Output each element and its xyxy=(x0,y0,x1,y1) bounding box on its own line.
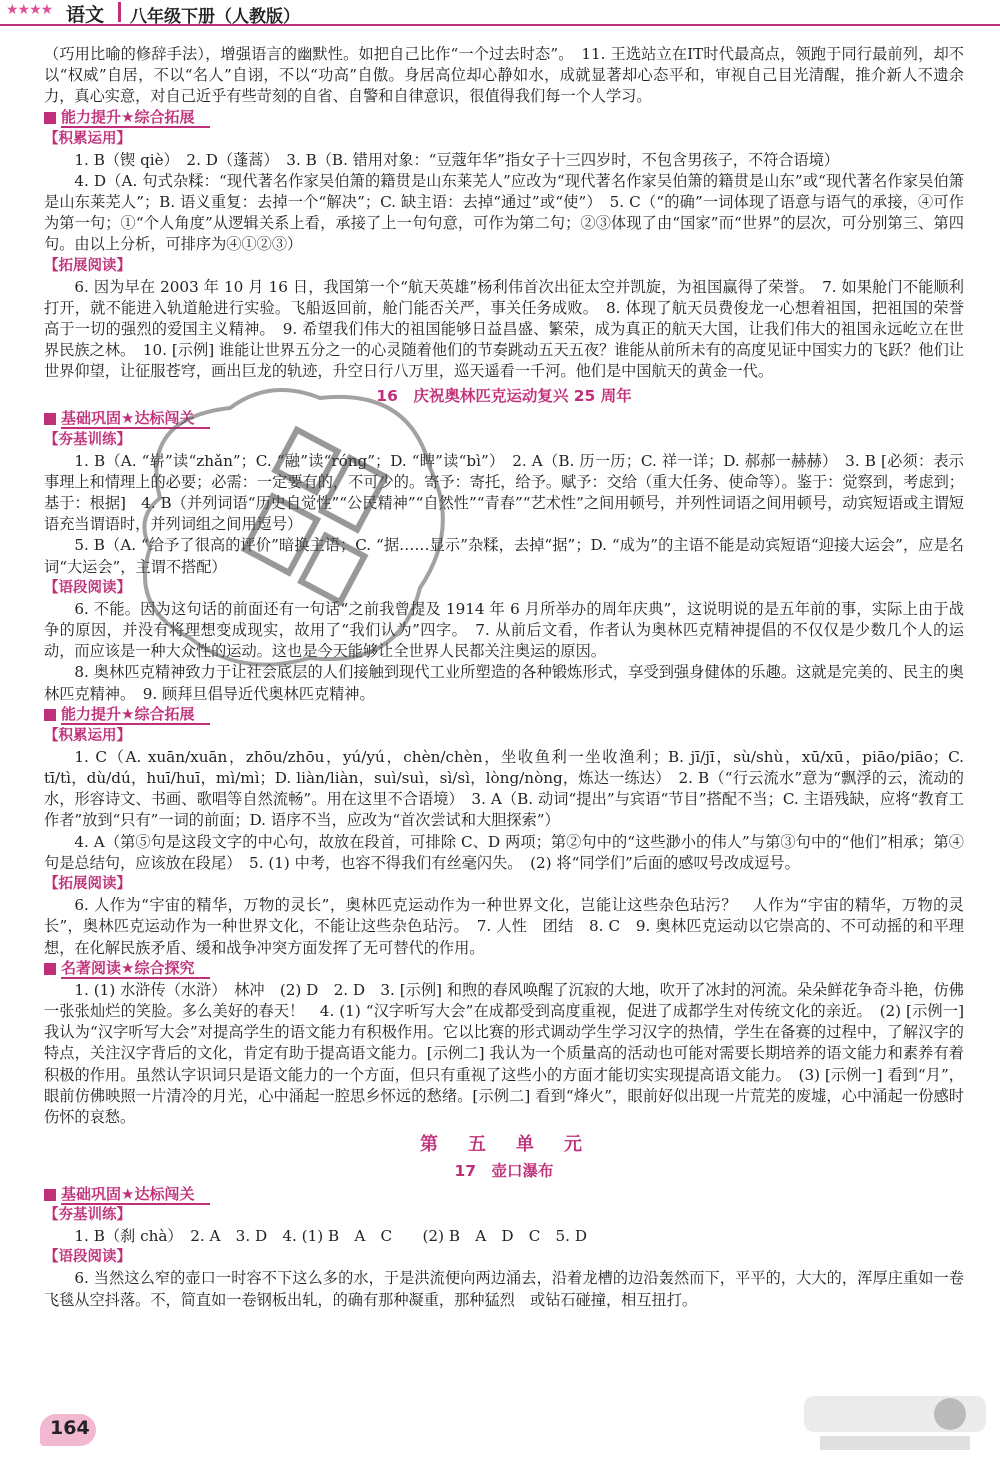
subsection-heading: 【积累运用】 xyxy=(44,727,131,744)
section-heading xyxy=(44,409,964,430)
rating-stars: ★★★★ xyxy=(6,2,53,18)
page-header xyxy=(0,0,1000,26)
section-square-icon xyxy=(44,709,56,721)
section-heading-text: 基础巩固★达标闯关 xyxy=(61,1185,210,1205)
answer-paragraph: 4. D（A. 句式杂糅：“现代著名作家吴伯箫的籍贯是山东莱芜人”应改为“现代著名作家吴伯箫的籍贯是山东”或“现代著名作家吴伯箫是山东莱芜人”；B. 语义重复：去掉一个“解决”；C. 缺主语：去掉“通过”或“使”） 5. C（“的确”一词体现了语意与语气的承接，④可作为第一句；①“个人角度”从逻辑关系上看，承接了上一句句意，可作为第二句；②③体现了由“国家”而“世界”的层次，可分别第三、第四句。由以上分析，可排序为④①②③） xyxy=(44,171,964,254)
section-heading-text: 名著阅读★综合探究 xyxy=(61,959,210,979)
answer-paragraph: 5. B（A. “给予了很高的评价”暗换主语；C. “据……显示”杂糅，去掉“据”；D. “成为”的主语不能是动宾短语“迎接大运会”，应是名词“大运会”，主谓不搭配） xyxy=(44,536,964,576)
section-square-icon xyxy=(44,413,56,425)
section-heading-text: 能力提升★综合拓展 xyxy=(61,705,210,725)
section-square-icon xyxy=(44,963,56,975)
subsection-heading: 【积累运用】 xyxy=(44,130,131,147)
page-number-badge xyxy=(40,1414,96,1446)
answer-paragraph: 1. B（A. “崭”读“zhǎn”；C. “融”读“róng”；D. “睥”读“bì”） 2. A（B. 历一历；C. 祥一详；D. 郝郝一赫赫） 3. B [必须：表示事理上和情理上的必要；必需：一定要有的，不可少的。寄予：寄托，给予。赋予：交给（重大任务、使命等）。鉴于：觉察到，考虑到；基于：根据] 4. B（并列词语“历史自觉性”“公民精神”“自然性”“青春”“艺术性”之间用顿号，并列性词语之间用顿号，动宾短语或主谓短语充当谓语时，并列词组之间用逗号） xyxy=(44,451,964,534)
section-heading xyxy=(44,1184,964,1205)
section-heading xyxy=(44,108,964,129)
subsection-heading: 【语段阅读】 xyxy=(44,1249,131,1266)
corner-watermark xyxy=(800,1392,990,1454)
page-number: 164 xyxy=(50,1417,90,1439)
subsection-heading: 【拓展阅读】 xyxy=(44,876,131,893)
section-square-icon xyxy=(44,112,56,124)
header-divider xyxy=(118,2,121,22)
answer-paragraph: 1. B（刹 chà） 2. A 3. D 4. (1) B A C (2) B A D C 5. D xyxy=(74,1227,588,1246)
answer-paragraph: 6. 不能。因为这句话的前面还有一句话“之前我曾提及 1914 年 6 月所举办的周年庆典”，这说明说的是五年前的事，实际上由于战争的原因，并没有将理想变成现实，故用了“我们认为”四字。 7. 从前后文看，作者认为奥林匹克精神提倡的不仅仅是少数几个人的运动，而应该是一种大众性的运动。这也是今天能够让全世界人民都关注奥运的原因。 xyxy=(44,599,964,661)
answer-paragraph: （巧用比喻的修辞手法），增强语言的幽默性。如把自己比作“一个过去时态”。 11. 王选站立在IT时代最高点，领跑于同行最前列，却不以“权威”自居，不以“名人”自诩，不以“功高”自傲。身居高位却心静如水，成就显著却心态平和，审视自己目光清醒，推介新人不遗余力，真心实意，对自己近乎有些苛刻的自省、自警和自律意识，很值得我们每一个人学习。 xyxy=(44,45,964,106)
answer-content xyxy=(44,44,964,1311)
answer-paragraph: 1. C（A. xuān/xuān，zhōu/zhōu，yú/yú，chèn/chèn，坐收鱼利一坐收渔利；B. jī/jī，sù/shù，xū/xū，piāo/piāo；C. tī/tì，dù/dú，huī/huī，mì/mì；D. liàn/liàn，suì/suì，sì/sì，lòng/nòng，炼达一练达） 2. B（“行云流水”意为“飘浮的云，流动的水，形容诗文、书画、歌唱等自然流畅”。用在这里不合语境） 3. A（B. 动词“提出”与宾语“节目”搭配不当；C. 主语残缺，应将“教育工作者”放到“只有”一词的前面；D. 语序不当，应改为“首次尝试和大胆探索”） xyxy=(44,747,964,830)
section-heading xyxy=(44,959,964,980)
subsection-heading: 【夯基训练】 xyxy=(44,431,131,448)
section-heading xyxy=(44,705,964,726)
answer-paragraph: 4. A（第⑤句是这段文字的中心句，故放在段首，可排除 C、D 两项；第②句中的“这些渺小的伟人”与第③句中的“他们”相承；第④句是总结句，应该放在段尾） 5. (1) 中考，也容不得我们有丝毫闪失。 (2) 将“同学们”后面的感叹号改成逗号。 xyxy=(44,832,964,872)
unit-title: 第 五 单 元 xyxy=(420,1134,588,1156)
section-square-icon xyxy=(44,1189,56,1201)
subsection-heading: 【拓展阅读】 xyxy=(44,257,131,274)
answer-paragraph: 6. 人作为“宇宙的精华，万物的灵长”，奥林匹克运动作为一种世界文化，岂能让这些杂色玷污？ 人作为“宇宙的精华，万物的灵长”，奥林匹克运动作为一种世界文化，不能让这些杂色玷污。 7. 人性 团结 8. C 9. 奥林匹克运动以它崇高的、不可动摇的和平理想，在化解民族矛盾、缓和战争冲突方面发挥了无可替代的作用。 xyxy=(44,896,964,957)
section-heading-text: 能力提升★综合拓展 xyxy=(61,108,210,128)
lesson-title: 17 壶口瀑布 xyxy=(454,1162,554,1181)
lesson-title: 16 庆祝奥林匹克运动复兴 25 周年 xyxy=(376,386,632,405)
subject-label: 语文 xyxy=(66,4,105,26)
subsection-heading: 【语段阅读】 xyxy=(44,579,131,596)
answer-paragraph: 6. 因为早在 2003 年 10 月 16 日，我国第一个“航天英雄”杨利伟首次出征太空并凯旋，为祖国赢得了荣誉。 7. 如果舱门不能顺利打开，就不能进入轨道舱进行实验。飞船返回前，舱门能否关严，事关任务成败。 8. 体现了航天员费俊龙一心想着祖国，把祖国的荣誉高于一切的强烈的爱国主义精神。 9. 希望我们伟大的祖国能够日益昌盛、繁荣，成为真正的航天大国，让我们伟大的祖国永远屹立在世界民族之林。 10. [示例] 谁能让世界五分之一的心灵随着他们的节奏跳动五天五夜？谁能从前所未有的高度见证中国实力的飞跃？他们让世界仰望，让征服苍穹，画出巨龙的轨迹，升空日行八万里，巡天遥看一千河。他们是中国航天的黄金一代。 xyxy=(44,277,964,381)
answer-paragraph: 6. 当然这么窄的壶口一时容不下这么多的水，于是洪流便向两边涌去，沿着龙槽的边沿轰然而下，平平的，大大的，浑厚庄重如一卷飞毯从空抖落。不，简直如一卷钢板出轧，的确有那种凝重，那种猛烈 或钻石碰撞，相互扭打。 xyxy=(44,1269,964,1309)
answer-paragraph: 1. B（锲 qiè） 2. D（蓬蒿） 3. B（B. 错用对象：“豆蔻年华”指女子十三四岁时，不包含男孩子，不符合语境） xyxy=(74,150,840,169)
answer-paragraph: 8. 奥林匹克精神致力于让社会底层的人们接触到现代工业所塑造的各种锻炼形式，享受到强身健体的乐趣。这就是完美的、民主的奥林匹克精神。 9. 顾拜旦倡导近代奥林匹克精神。 xyxy=(44,663,964,703)
answer-paragraph: 1. (1) 水浒传（水浒） 林冲 (2) D 2. D 3. [示例] 和煦的春风唤醒了沉寂的大地，吹开了冰封的河流。朵朵鲜花争奇斗艳，仿佛一张张灿烂的笑脸。多么美好的春天！ 4. (1) “汉字听写大会”在成都受到高度重视，促进了成都学生对传统文化的亲近。 (2) [示例一] 我认为“汉字听写大会”对提高学生的语文能力有积极作用。它以比赛的形式调动学生学习汉字的热情，学生在备赛的过程中，了解汉字的特点，关注汉字背后的文化，肯定有助于提高语文能力。[示例二] 我认为一个质量高的活动也可能对需要长期培养的语文能力和素养有着积极的作用。虽然认字识词只是语文能力的一个方面，但只有重视了这些小的方面才能切实实现提高语文能力。 (3) [示例一] 看到“月”，眼前仿佛映照一片清冷的月光，心中涌起一腔思乡怀远的愁绪。[示例二] 看到“烽火”，眼前好似出现一片荒芜的废墟，心中涌起一份感时伤怀的哀愁。 xyxy=(44,980,964,1126)
grade-label: 八年级下册（人教版） xyxy=(130,7,300,27)
section-heading-text: 基础巩固★达标闯关 xyxy=(61,409,210,429)
subsection-heading: 【夯基训练】 xyxy=(44,1207,131,1224)
